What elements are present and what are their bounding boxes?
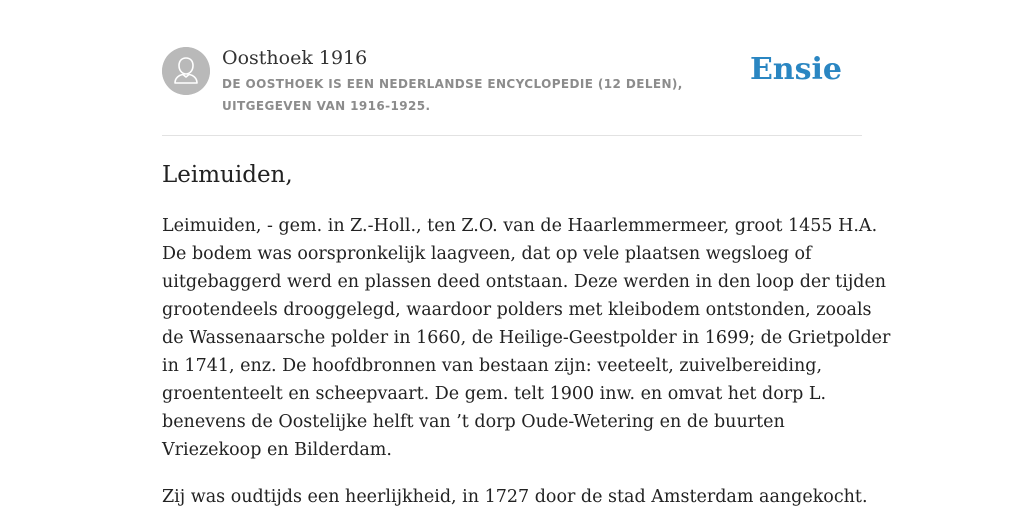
paragraph-line: in 1741, enz. De hoofdbronnen van bestaan zijn: veeteelt, zuivelbereiding, xyxy=(162,356,823,376)
paragraph-line: Leimuiden, - gem. in Z.-Holl., ten Z.O. van de Haarlemmermeer, groot 1455 H.A. xyxy=(162,216,878,236)
source-description: DE OOSTHOEK IS EEN NEDERLANDSE ENCYCLOPEDIE (12 DELEN), UITGEGEVEN VAN 1916-1925. xyxy=(222,77,683,113)
ensie-logo[interactable]: Ensie xyxy=(749,52,842,87)
paragraph-line: benevens de Oostelijke helft van ’t dorp Oude-Wetering en de buurten xyxy=(162,412,785,432)
entry-paragraph-2: Zij was oudtijds een heerlijkheid, in 1727 door de stad Amsterdam aangekocht. xyxy=(162,487,868,507)
paragraph-line: de Wassenaarsche polder in 1660, de Heilige-Geestpolder in 1699; de Grietpolder xyxy=(162,328,891,348)
paragraph-line: uitgebaggerd werd en plassen deed ontstaan. Deze werden in den loop der tijden xyxy=(162,272,887,292)
paragraph-line: grootendeels drooggelegd, waardoor polders met kleibodem ontstonden, zooals xyxy=(162,300,872,320)
source-title[interactable]: Oosthoek 1916 xyxy=(222,47,368,69)
entry-paragraph-1 xyxy=(162,212,891,464)
user-avatar-icon[interactable] xyxy=(162,47,210,95)
entry-headword: Leimuiden, xyxy=(162,162,293,188)
paragraph-line: De bodem was oorspronkelijk laagveen, dat op vele plaatsen wegsloeg of xyxy=(162,244,812,264)
source-header xyxy=(162,46,862,136)
paragraph-line: groententeelt en scheepvaart. De gem. telt 1900 inw. en omvat het dorp L. xyxy=(162,384,827,404)
paragraph-line: Vriezekoop en Bilderdam. xyxy=(162,440,392,460)
header-divider xyxy=(162,135,862,136)
